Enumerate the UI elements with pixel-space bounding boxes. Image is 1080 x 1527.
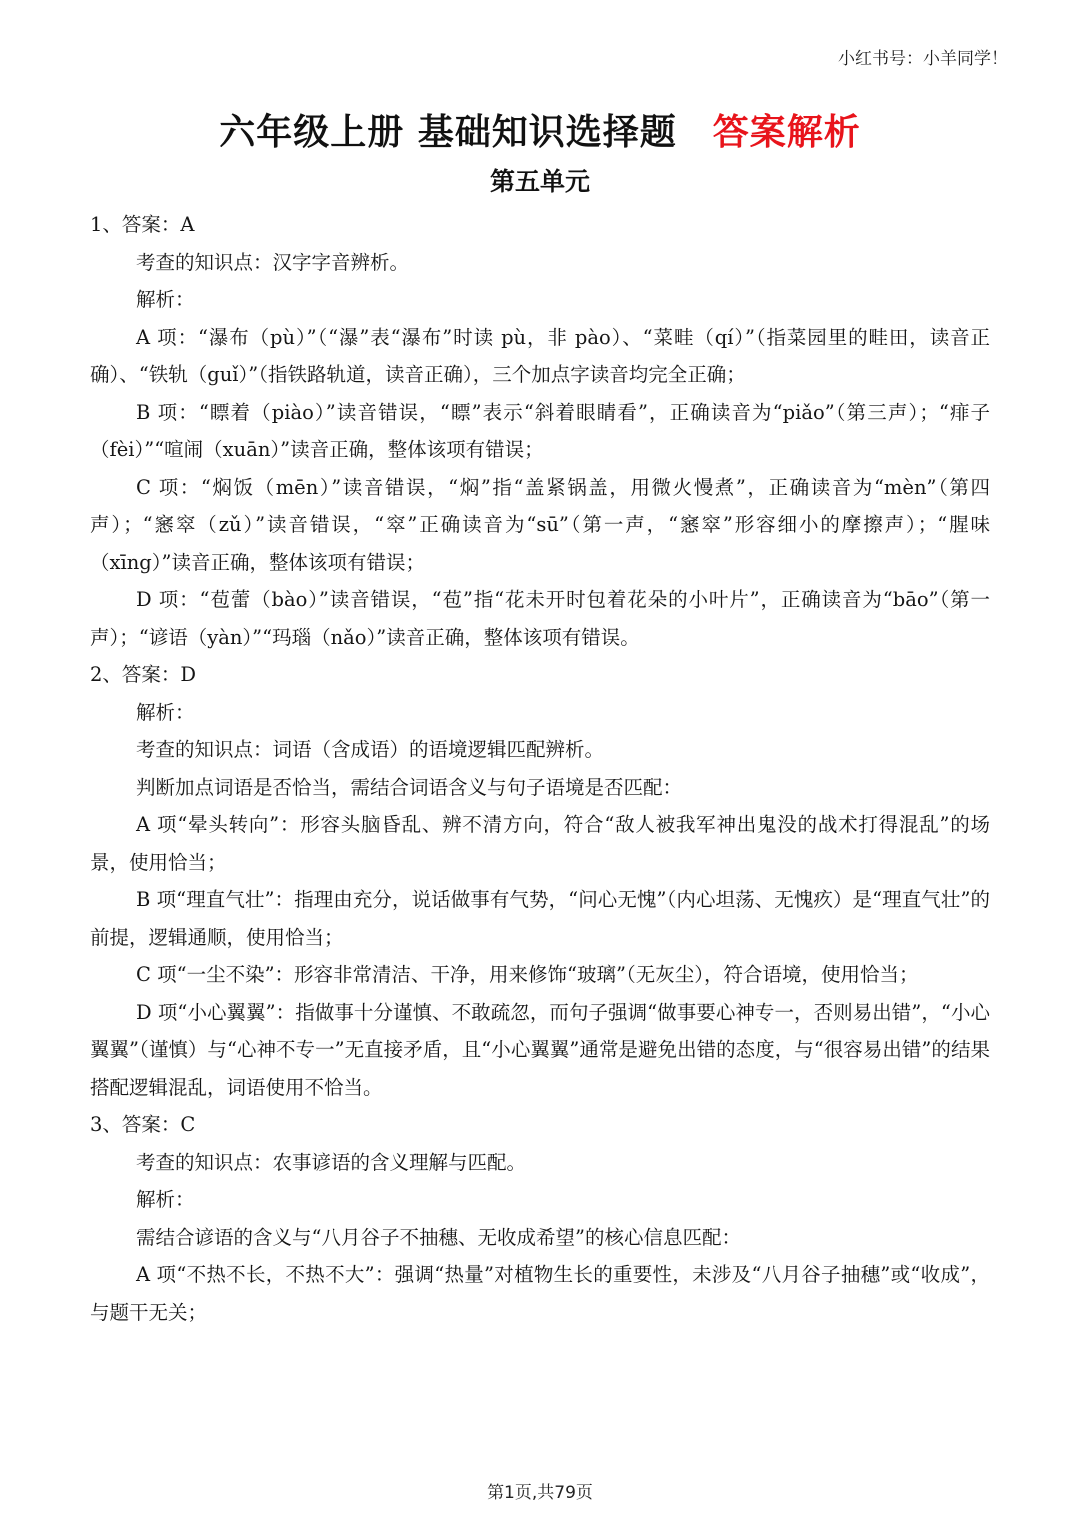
paragraph: C 项“一尘不染”：形容非常清洁、干净，用来修饰“玻璃”（无灰尘），符合语境，使用恰当； xyxy=(136,963,919,986)
paragraph: 考查的知识点：汉字字音辨析。 xyxy=(136,250,410,274)
paragraph: A 项：“瀑布（pù）”（“瀑”表“瀑布”时读 pù，非 pào）、“菜畦（qí）”（指菜园里的畦田，读音正确）、“铁轨（guǐ）”（指铁路轨道，读音正确），三个加点字读音均完全正确； xyxy=(90,325,990,386)
paragraph: B 项“理直气壮”：指理由充分，说话做事有气势，“问心无愧”（内心坦荡、无愧疚）是“理直气壮”的前提，逻辑通顺，使用恰当； xyxy=(90,888,990,949)
page-title xyxy=(0,104,1080,155)
paragraph: C 项：“焖饭（mēn）”读音错误，“焖”指“盖紧锅盖，用微火慢煮”，正确读音为“mèn”（第四声）；“窸窣（zǔ）”读音错误，“窣”正确读音为“sū”（第一声，“窸窣”形容细小的摩擦声）；“腥味（xīng）”读音正确，整体该项有错误； xyxy=(90,475,990,574)
answer-heading: 2、答案：D xyxy=(90,663,197,686)
paragraph: 解析： xyxy=(136,700,195,724)
watermark: 小红书号：小羊同学！ xyxy=(838,49,1008,69)
answer-heading: 1、答案：A xyxy=(90,213,195,236)
answer-body xyxy=(90,206,990,1331)
paragraph: 解析： xyxy=(136,288,195,311)
answer-heading: 3、答案：C xyxy=(90,1113,196,1136)
paragraph: 需结合谚语的含义与“八月谷子不抽穗、无收成希望”的核心信息匹配： xyxy=(136,1225,741,1249)
paragraph: 判断加点词语是否恰当，需结合词语含义与句子语境是否匹配： xyxy=(136,775,683,799)
page-number: 第1页,共79页 xyxy=(487,1483,593,1503)
paragraph: D 项“小心翼翼”：指做事十分谨慎、不敢疏忽，而句子强调“做事要心神专一，否则易出错”，“小心翼翼”（谨慎）与“心神不专一”无直接矛盾，且“小心翼翼”通常是避免出错的态度，与“很容易出错”的结果搭配逻辑混乱，词语使用不恰当。 xyxy=(90,1000,990,1099)
paragraph: B 项：“瞟着（piào）”读音错误，“瞟”表示“斜着眼睛看”，正确读音为“piǎo”（第三声）；“痱子（fèi）”“喧闹（xuān）”读音正确，整体该项有错误； xyxy=(90,400,990,461)
paragraph: 解析： xyxy=(136,1188,195,1211)
unit-heading: 第五单元 xyxy=(489,167,590,196)
title-highlight: 答案解析 xyxy=(712,112,861,153)
paragraph: A 项“不热不长，不热不大”：强调“热量”对植物生长的重要性，未涉及“八月谷子抽穗”或“收成”，与题干无关； xyxy=(90,1263,990,1324)
title-main: 六年级上册 基础知识选择题 xyxy=(219,112,677,153)
paragraph: D 项：“苞蕾（bào）”读音错误，“苞”指“花未开时包着花朵的小叶片”，正确读音为“bāo”（第一声）；“谚语（yàn）”“玛瑙（nǎo）”读音正确，整体该项有错误。 xyxy=(90,588,990,649)
paragraph: 考查的知识点：农事谚语的含义理解与匹配。 xyxy=(136,1150,527,1174)
paragraph: 考查的知识点：词语（含成语）的语境逻辑匹配辨析。 xyxy=(136,738,605,761)
paragraph: A 项“晕头转向”：形容头脑昏乱、辨不清方向，符合“敌人被我军神出鬼没的战术打得混乱”的场景，使用恰当； xyxy=(90,813,990,874)
